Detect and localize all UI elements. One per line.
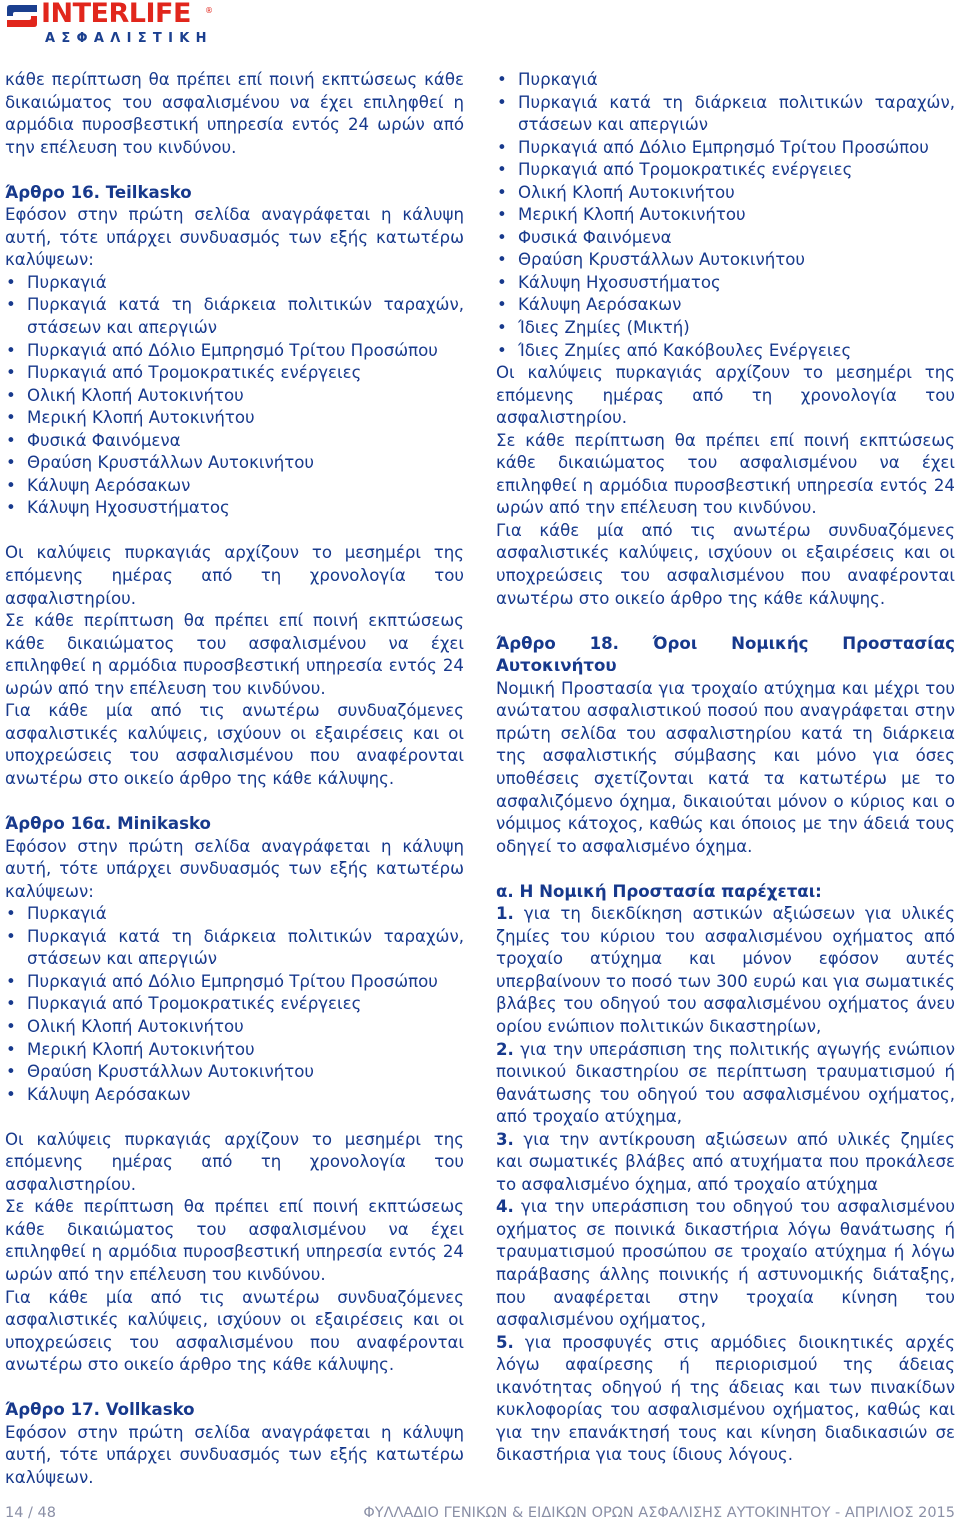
article-16-name: Teilkasko [105, 182, 192, 202]
list-item: • Θραύση Κρυστάλλων Αυτοκινήτου [5, 452, 464, 475]
item-text: για την υπεράσπιση του οδηγού του ασφαλισμένου οχήματος σε ποινικά δικαστήρια λόγω θανάτωσης ή τραυματισμού προσώπου σε τροχαίο ατύχημα ή λόγω παράβασης άλλης ποινικής ή αστυνομικής διάταξης, που αναφέρεται στην τροχαία κίνηση του ασφαλισμένου οχήματος, [496, 1197, 955, 1330]
item-number: 2. [496, 1039, 514, 1059]
article-17-heading [5, 1399, 464, 1422]
article-16a-heading [5, 813, 464, 836]
logo-mark-icon [5, 4, 39, 28]
article-16-intro: Εφόσον στην πρώτη σελίδα αναγράφεται η κάλυψη αυτή, τότε υπάρχει συνδυασμός των εξής κατωτέρω καλύψεων: [5, 205, 464, 270]
list-item: • Πυρκαγιά κατά τη διάρκεια πολιτικών ταραχών, στάσεων και απεργιών [496, 92, 955, 137]
list-item: • Ολική Κλοπή Αυτοκινήτου [5, 385, 464, 408]
list-item: • Θραύση Κρυστάλλων Αυτοκινήτου [5, 1061, 464, 1084]
list-item: • Κάλυψη Ηχοσυστήματος [496, 272, 955, 295]
page-number: 14 / 48 [5, 1505, 57, 1521]
list-item: • Πυρκαγιά [5, 903, 464, 926]
item-text: για την υπεράσπιση της πολιτικής αγωγής ενώπιον ποινικού δικαστηρίου σε περίπτωση τραυματισμού ή θανάτωσης του οδηγού του ασφαλισμένου οχήματος, από τροχαίο ατύχημα, [496, 1039, 956, 1127]
numbered-item [496, 1332, 955, 1467]
list-item: • Μερική Κλοπή Αυτοκινήτου [5, 407, 464, 430]
item-number: 3. [496, 1129, 514, 1149]
list-item: • Πυρκαγιά από Δόλιο Εμπρησμό Τρίτου Προσώπου [5, 340, 464, 363]
article-17-fire-start: Οι καλύψεις πυρκαγιάς αρχίζουν το μεσημέρι της επόμενης ημέρας από τη χρονολογία του ασφαλιστηρίου. [496, 363, 955, 428]
article-16-number: Άρθρο 16. [5, 182, 100, 202]
list-item: • Πυρκαγιά από Τρομοκρατικές ενέργειες [5, 993, 464, 1016]
list-item: • Φυσικά Φαινόμενα [5, 430, 464, 453]
article-17-coverage-list [496, 69, 955, 362]
article-16a-fire-service: Σε κάθε περίπτωση θα πρέπει επί ποινή εκπτώσεως κάθε δικαιώματος του ασφαλισμένου να έχει επιληφθεί η αρμόδια πυροσβεστική υπηρεσία εντός 24 ωρών από την επέλευση του κινδύνου. [5, 1197, 464, 1284]
article-17-number: Άρθρο 17. [5, 1400, 100, 1420]
left-column [5, 69, 464, 1489]
document-title: ΦΥΛΛΑΔΙΟ ΓΕΝΙΚΩΝ & ΕΙΔΙΚΩΝ ΟΡΩΝ ΑΣΦΑΛΙΣΗΣ ΑΥΤΟΚΙΝΗΤΟΥ - ΑΠΡΙΛΙΟΣ 2015 [363, 1505, 955, 1521]
item-number: 5. [496, 1332, 514, 1352]
list-item: • Πυρκαγιά από Τρομοκρατικές ενέργειες [5, 362, 464, 385]
article-16a-exclusions: Για κάθε μία από τις ανωτέρω συνδυαζόμενες ασφαλιστικές καλύψεις, ισχύουν οι εξαιρέσεις και οι υποχρεώσεις του ασφαλισμένου που αναφέρονται ανωτέρω στο οικείο άρθρο της κάθε κάλυψης. [5, 1287, 464, 1375]
article-17-exclusions: Για κάθε μία από τις ανωτέρω συνδυαζόμενες ασφαλιστικές καλύψεις, ισχύουν οι εξαιρέσεις και οι υποχρεώσεις του ασφαλισμένου που αναφέρονται ανωτέρω στο οικείο άρθρο της κάθε κάλυψης. [496, 520, 955, 608]
article-16a-number: Άρθρο 16α. [5, 814, 112, 834]
list-item: • Κάλυψη Αερόσακων [5, 475, 464, 498]
right-column [496, 69, 955, 1467]
list-item: • Κάλυψη Αερόσακων [496, 294, 955, 317]
list-item: • Μερική Κλοπή Αυτοκινήτου [5, 1039, 464, 1062]
list-item: • Φυσικά Φαινόμενα [496, 227, 955, 250]
item-number: 1. [496, 904, 514, 924]
article-16-exclusions: Για κάθε μία από τις ανωτέρω συνδυαζόμενες ασφαλιστικές καλύψεις, ισχύουν οι εξαιρέσεις και οι υποχρεώσεις του ασφαλισμένου που αναφέρονται ανωτέρω στο οικείο άρθρο της κάθε κάλυψης. [5, 701, 464, 788]
list-item: • Ολική Κλοπή Αυτοκινήτου [5, 1016, 464, 1039]
item-text: για τη διεκδίκηση αστικών αξιώσεων για υλικές ζημίες του κύριου του ασφαλισμένου οχήματος από τροχαίο ατύχημα και μόνον εφόσον αυτές υπερβαίνουν το ποσό των 300 ευρώ και για σωματικές βλάβες του οδηγού του ασφαλισμένου οχήματος άνευ ορίου ενώπιον πολιτικών δικαστηρίων, [496, 904, 955, 1036]
list-item: • Μερική Κλοπή Αυτοκινήτου [496, 204, 955, 227]
article-16a-intro: Εφόσον στην πρώτη σελίδα αναγράφεται η κάλυψη αυτή, τότε υπάρχει συνδυασμός των εξής κατωτέρω καλύψεων: [5, 836, 464, 901]
item-text: για προσφυγές στις αρμόδιες διοικητικές αρχές λόγω αφαίρεσης ή περιορισμού της άδειας ικανότητας οδηγού ή της άδειας και των πινακίδων κυκλοφορίας του ασφαλισμένου οχήματος, καθώς και για την επανάκτησή τους και κίνηση διαδικασιών σε δικαστήρια για τους ίδιους λόγους. [496, 1332, 955, 1465]
article-18a-heading: α. Η Νομική Προστασία παρέχεται: [496, 881, 822, 901]
article-16a-fire-start: Οι καλύψεις πυρκαγιάς αρχίζουν το μεσημέρι της επόμενης ημέρας από τη χρονολογία του ασφαλιστηρίου. [5, 1129, 464, 1194]
list-item: • Ίδιες Ζημίες (Μικτή) [496, 317, 955, 340]
list-item: • Ολική Κλοπή Αυτοκινήτου [496, 182, 955, 205]
intro-paragraph: κάθε περίπτωση θα πρέπει επί ποινή εκπτώσεως κάθε δικαιώματος του ασφαλισμένου να έχει επιληφθεί η αρμόδια πυροσβεστική υπηρεσία εντός 24 ωρών από την επέλευση του κινδύνου. [5, 70, 464, 157]
article-16a-name: Minikasko [117, 814, 211, 834]
logo-registered-mark: ® [205, 6, 213, 15]
list-item: • Κάλυψη Ηχοσυστήματος [5, 497, 464, 520]
article-17-intro: Εφόσον στην πρώτη σελίδα αναγράφεται η κάλυψη αυτή, τότε υπάρχει συνδυασμός των εξής κατωτέρω καλύψεων. [5, 1422, 464, 1487]
numbered-item [496, 1039, 955, 1129]
list-item: • Πυρκαγιά από Τρομοκρατικές ενέργειες [496, 159, 955, 182]
article-16-fire-service: Σε κάθε περίπτωση θα πρέπει επί ποινή εκπτώσεως κάθε δικαιώματος του ασφαλισμένου να έχει επιληφθεί η αρμόδια πυροσβεστική υπηρεσία εντός 24 ωρών από την επέλευση του κινδύνου. [5, 611, 464, 698]
list-item: • Πυρκαγιά κατά τη διάρκεια πολιτικών ταραχών, στάσεων και απεργιών [5, 294, 464, 339]
article-17-name: Vollkasko [105, 1400, 195, 1420]
article-16-coverage-list [5, 272, 464, 520]
article-17-fire-service: Σε κάθε περίπτωση θα πρέπει επί ποινή εκπτώσεως κάθε δικαιώματος του ασφαλισμένου να έχει επιληφθεί η αρμόδια πυροσβεστική υπηρεσία εντός 24 ωρών από την επέλευση του κινδύνου. [496, 430, 955, 518]
numbered-item [496, 903, 955, 1038]
list-item: • Πυρκαγιά από Δόλιο Εμπρησμό Τρίτου Προσώπου [5, 971, 464, 994]
article-18-heading: Άρθρο 18. Όροι Νομικής Προστασίας Αυτοκινήτου [496, 633, 955, 676]
company-logo [5, 2, 225, 48]
numbered-item [496, 1196, 955, 1331]
list-item: • Θραύση Κρυστάλλων Αυτοκινήτου [496, 249, 955, 272]
article-16-heading [5, 182, 464, 205]
list-item: • Πυρκαγιά από Δόλιο Εμπρησμό Τρίτου Προσώπου [496, 137, 955, 160]
article-16-fire-start: Οι καλύψεις πυρκαγιάς αρχίζουν το μεσημέρι της επόμενης ημέρας από τη χρονολογία του ασφαλιστηρίου. [5, 543, 464, 608]
list-item: • Ίδιες Ζημίες από Κακόβουλες Ενέργειες [496, 340, 955, 363]
item-number: 4. [496, 1197, 514, 1217]
list-item: • Κάλυψη Αερόσακων [5, 1084, 464, 1107]
logo-wordmark: INTERLIFE [41, 0, 191, 29]
article-16a-coverage-list [5, 903, 464, 1106]
article-18-paragraph: Νομική Προστασία για τροχαίο ατύχημα και μέχρι του ανώτατου ασφαλιστικού ποσού που αναγράφεται στην πρώτη σελίδα του ασφαλιστηρίου κατά τη διάρκεια της ασφαλιστικής σύμβασης και μόνο για όσες υποθέσεις σχετίζονται κατά τα κατωτέρω με το ασφαλιζόμενο όχημα, δικαιούται μόνον ο κύριος και ο νόμιμος κάτοχος, καθώς και όποιος με την άδειά τους οδηγεί το ασφαλισμένο όχημα. [496, 678, 955, 856]
item-text: για την αντίκρουση αξιώσεων από υλικές ζημίες και σωματικές βλάβες από ατυχήματα που προκάλεσε το ασφαλισμένο όχημα, από τροχαίο ατύχημα [496, 1129, 955, 1194]
list-item: • Πυρκαγιά [496, 69, 955, 92]
list-item: • Πυρκαγιά κατά τη διάρκεια πολιτικών ταραχών, στάσεων και απεργιών [5, 926, 464, 971]
list-item: • Πυρκαγιά [5, 272, 464, 295]
numbered-item [496, 1129, 955, 1197]
logo-subtitle: ΑΣΦΑΛΙΣΤΙΚΗ [45, 31, 213, 46]
